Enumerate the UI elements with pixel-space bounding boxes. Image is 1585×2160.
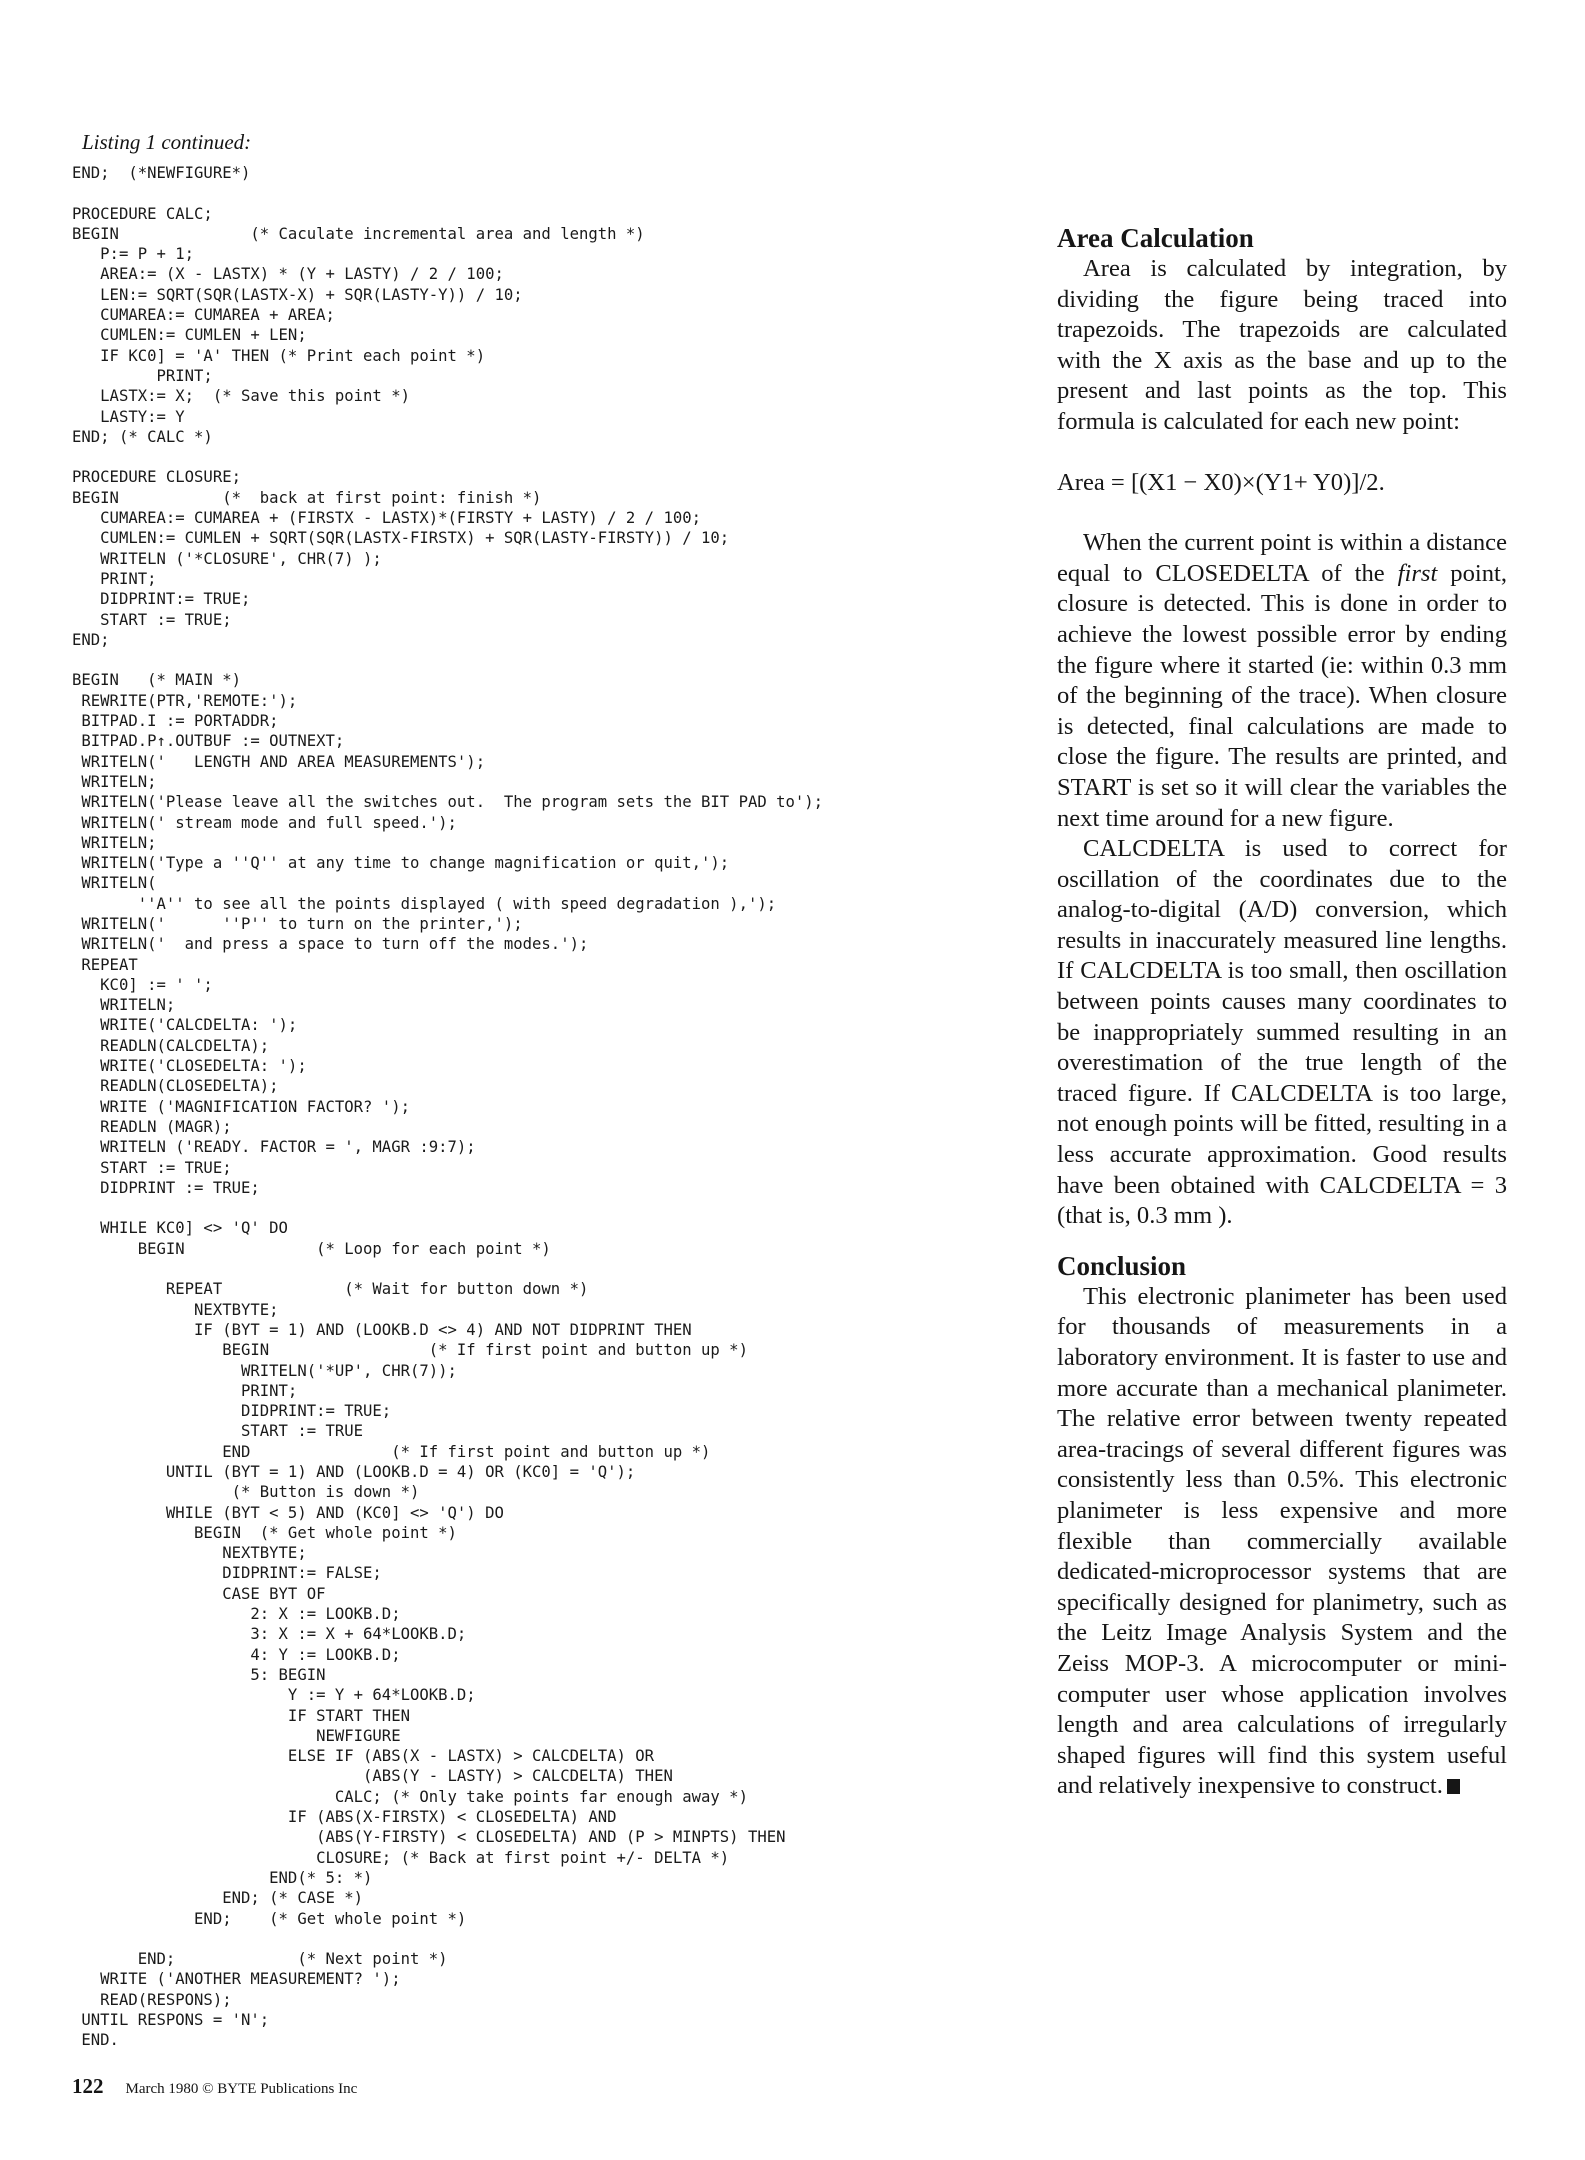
code-line: READLN(CALCDELTA);	[72, 1036, 270, 1055]
code-line: IF (ABS(X-FIRSTX) < CLOSEDELTA) AND	[72, 1808, 617, 1827]
conclusion-paragraph	[1057, 1282, 1507, 1802]
code-line: DIDPRINT := TRUE;	[72, 1178, 260, 1197]
code-line: AREA:= (X - LASTX) * (Y + LASTY) / 2 / 100;	[72, 265, 504, 284]
code-line: WRITELN;	[72, 772, 157, 791]
code-line: PROCEDURE CLOSURE;	[72, 468, 241, 487]
code-line: IF (BYT = 1) AND (LOOKB.D <> 4) AND NOT DIDPRINT THEN	[72, 1320, 692, 1339]
code-line: NEXTBYTE;	[72, 1544, 307, 1563]
code-line: START := TRUE;	[72, 610, 232, 629]
code-line: WRITELN;	[72, 996, 176, 1015]
code-line: BEGIN (* back at first point: finish *)	[72, 488, 542, 507]
code-line	[72, 447, 1022, 467]
area-paragraph-2-emphasis: first	[1397, 559, 1438, 587]
code-line: WRITELN(' ''P'' to turn on the printer,');	[72, 914, 523, 933]
code-line: WRITE('CLOSEDELTA: ');	[72, 1057, 307, 1076]
area-paragraph-1: Area is calculated by integration, by dividing the figure being traced into trapezoids. The trapezoids are calculated with the X axis as the base and up to the present and last points as the top. This formula is calculated for each new point:	[1057, 255, 1507, 435]
code-line: WHILE (BYT < 5) AND (KC0] <> 'Q') DO	[72, 1503, 504, 1522]
code-line: END; (* Get whole point *)	[72, 1909, 467, 1928]
area-paragraph-2	[1057, 528, 1507, 834]
code-line: CUMAREA:= CUMAREA + AREA;	[72, 306, 335, 325]
listing-caption: Listing 1 continued:	[82, 130, 252, 154]
code-line: WRITELN(' stream mode and full speed.');	[72, 813, 457, 832]
code-line: UNTIL (BYT = 1) AND (LOOKB.D = 4) OR (KC0] = 'Q');	[72, 1463, 636, 1481]
code-line: ''A'' to see all the points displayed ( with speed degradation ),');	[72, 894, 777, 913]
code-line: Y := Y + 64*LOOKB.D;	[72, 1686, 476, 1705]
area-formula: Area = [(X1 − X0)×(Y1+ Y0)]/2.	[1057, 468, 1385, 496]
code-line: BITPAD.I := PORTADDR;	[72, 712, 279, 731]
code-line: LASTY:= Y	[72, 407, 185, 426]
code-line: REPEAT (* Wait for button down *)	[72, 1280, 589, 1299]
code-line: READLN(CLOSEDELTA);	[72, 1077, 279, 1096]
code-line: BEGIN (* Loop for each point *)	[72, 1239, 551, 1258]
code-line: CUMAREA:= CUMAREA + (FIRSTX - LASTX)*(FIRSTY + LASTY) / 2 / 100;	[72, 509, 702, 528]
code-line: WRITELN ('*CLOSURE', CHR(7) );	[72, 549, 382, 568]
code-line: CASE BYT OF	[72, 1584, 326, 1603]
code-line: WRITELN('Please leave all the switches out. The program sets the BIT PAD to');	[72, 793, 824, 812]
code-line: NEWFIGURE	[72, 1726, 401, 1745]
area-calculation-heading: Area Calculation	[1057, 223, 1254, 253]
code-line: WRITELN(' LENGTH AND AREA MEASUREMENTS');	[72, 752, 486, 771]
code-line: END.	[72, 2031, 119, 2050]
code-line: WRITE ('ANOTHER MEASUREMENT? ');	[72, 1970, 401, 1989]
code-line: PROCEDURE CALC;	[72, 204, 213, 223]
code-line: ELSE IF (ABS(X - LASTX) > CALCDELTA) OR	[72, 1747, 655, 1766]
conclusion-heading: Conclusion	[1057, 1250, 1187, 1281]
area-paragraph-3: CALCDELTA is used to correct for oscillation of the coordinates due to the analog-to-digital (A/D) conversion, which results in inaccurately measured line lengths. If CALCDELTA is too small, then oscillation between points causes many coordinates to be inappropriately summed resulting in an overestimation of the true length of the traced figure. If CALCDELTA is too large, not enough points will be fitted, resulting in a less accurate approximation. Good results have been obtained with CALCDELTA = 3 (that is, 0.3 mm ).	[1057, 835, 1507, 1230]
code-line: PRINT;	[72, 569, 157, 588]
code-line: PRINT;	[72, 1381, 298, 1400]
code-line: WRITE ('MAGNIFICATION FACTOR? ');	[72, 1097, 410, 1116]
code-line: READLN (MAGR);	[72, 1117, 232, 1136]
code-line: DIDPRINT:= TRUE;	[72, 590, 251, 609]
code-line: END (* If first point and button up *)	[72, 1442, 711, 1461]
code-line: IF KC0] = 'A' THEN (* Print each point *)	[72, 346, 486, 365]
code-line: WRITELN(	[72, 874, 157, 893]
code-line: END; (* CALC *)	[72, 427, 213, 446]
code-line: REWRITE(PTR,'REMOTE:');	[72, 691, 298, 710]
code-line: DIDPRINT:= FALSE;	[72, 1564, 382, 1583]
code-line: WHILE KC0] <> 'Q' DO	[72, 1219, 288, 1238]
page-number: 122	[72, 2074, 104, 2098]
code-line: 5: BEGIN	[72, 1665, 326, 1684]
code-line: IF START THEN	[72, 1706, 410, 1725]
code-line: WRITELN(' and press a space to turn off the modes.');	[72, 935, 589, 954]
code-line	[72, 183, 1022, 203]
code-line: WRITELN ('READY. FACTOR = ', MAGR :9:7);	[72, 1138, 476, 1157]
code-line: WRITELN('*UP', CHR(7));	[72, 1361, 457, 1380]
code-line: NEXTBYTE;	[72, 1300, 279, 1319]
code-line: 3: X := X + 64*LOOKB.D;	[72, 1625, 467, 1644]
code-line: END;	[72, 630, 110, 649]
code-line	[72, 1198, 1022, 1218]
code-line: UNTIL RESPONS = 'N';	[72, 2011, 270, 2030]
code-line	[72, 1259, 1022, 1279]
code-line: WRITELN;	[72, 833, 157, 852]
code-listing	[72, 163, 1022, 2051]
code-line: (* Button is down *)	[72, 1483, 420, 1502]
code-line: 2: X := LOOKB.D;	[72, 1605, 401, 1624]
code-line: START := TRUE;	[72, 1158, 232, 1177]
code-line: BITPAD.P↑.OUTBUF := OUTNEXT;	[72, 732, 345, 751]
code-line: PRINT;	[72, 366, 213, 385]
code-line: END(* 5: *)	[72, 1868, 373, 1887]
code-line: CALC; (* Only take points far enough away *)	[72, 1787, 748, 1806]
code-line: CLOSURE; (* Back at first point +/- DELTA *)	[72, 1848, 730, 1867]
code-line: BEGIN (* If first point and button up *)	[72, 1341, 748, 1360]
code-line: CUMLEN:= CUMLEN + SQRT(SQR(LASTX-FIRSTX) + SQR(LASTY-FIRSTY)) / 10;	[72, 529, 730, 548]
article-column	[1057, 222, 1507, 1802]
footer-credit: March 1980 © BYTE Publications Inc	[125, 2081, 358, 2097]
code-line: LASTX:= X; (* Save this point *)	[72, 387, 410, 406]
conclusion-text: This electronic planimeter has been used for thousands of measurements in a laboratory environment. It is faster to use and more accurate than a mechanical planimeter. The relative error between twenty repeated area-tracings of several different figures was consistently less than 0.5%. This electronic planimeter is less expensive and more flexible than commercially available dedicated-microprocessor systems that are specifically designed for planimetry, such as the Leitz Image Analysis System and the Zeiss MOP-3. A microcomputer or mini-computer user whose application involves length and area calculations of irregularly shaped figures will find this system useful and relatively inexpensive to construct.	[1057, 1282, 1507, 1800]
code-line: BEGIN (* Get whole point *)	[72, 1523, 457, 1542]
area-paragraph-2-part-a: When the current point is within a distance equal to CLOSEDELTA of the	[1057, 529, 1507, 587]
code-line: READ(RESPONS);	[72, 1990, 232, 2009]
code-line: (ABS(Y-FIRSTY) < CLOSEDELTA) AND (P > MINPTS) THEN	[72, 1828, 786, 1847]
code-line: START := TRUE	[72, 1422, 364, 1441]
code-line: BEGIN (* MAIN *)	[72, 671, 241, 690]
code-line: END; (*NEWFIGURE*)	[72, 164, 251, 182]
code-line	[72, 650, 1022, 670]
code-line: END; (* CASE *)	[72, 1889, 364, 1908]
area-paragraph-2-part-b: point, closure is detected. This is done in order to achieve the lowest possible error by ending the figure where it started (ie: within 0.3 mm of the beginning of the trace). When closure is detected, final calculations are made to close the figure. The results are printed, and START is set so it will clear the variables the next time around for a new figure.	[1057, 559, 1507, 832]
code-line: LEN:= SQRT(SQR(LASTX-X) + SQR(LASTY-Y)) / 10;	[72, 285, 523, 304]
end-mark-icon	[1447, 1779, 1460, 1794]
code-line: END; (* Next point *)	[72, 1950, 448, 1969]
code-line: P:= P + 1;	[72, 245, 195, 264]
code-line: BEGIN (* Caculate incremental area and length *)	[72, 224, 645, 243]
code-line	[72, 1929, 1022, 1949]
code-line: (ABS(Y - LASTY) > CALCDELTA) THEN	[72, 1767, 673, 1786]
code-line: DIDPRINT:= TRUE;	[72, 1402, 392, 1421]
code-line: 4: Y := LOOKB.D;	[72, 1645, 401, 1664]
code-line: KC0] := ' ';	[72, 975, 213, 994]
code-line: REPEAT	[72, 955, 138, 974]
code-line: CUMLEN:= CUMLEN + LEN;	[72, 326, 307, 345]
page-footer	[72, 2074, 357, 2099]
code-line: WRITELN('Type a ''Q'' at any time to change magnification or quit,');	[72, 854, 730, 873]
code-line: WRITE('CALCDELTA: ');	[72, 1016, 298, 1035]
